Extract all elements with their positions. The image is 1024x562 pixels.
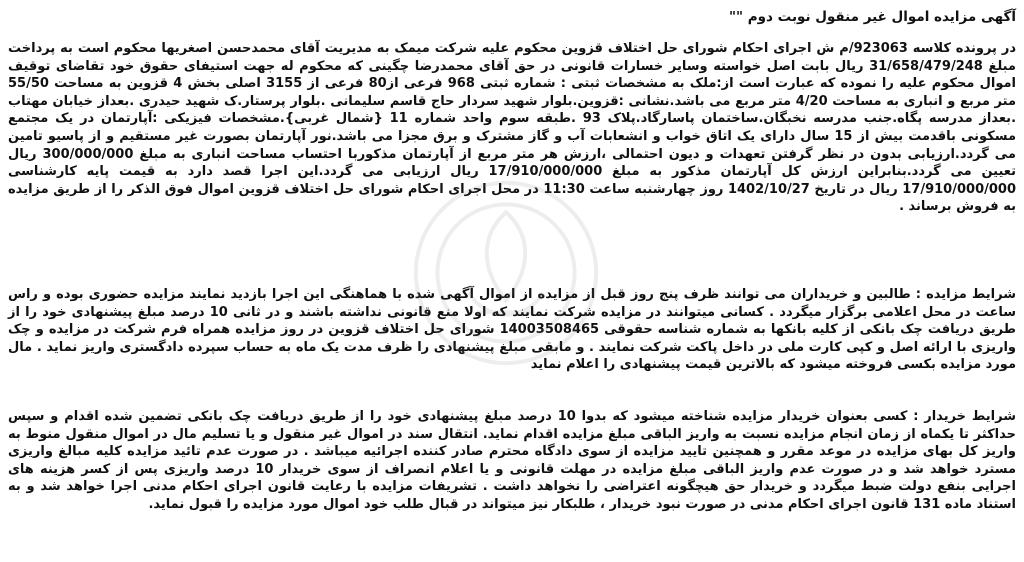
buyer-conditions-paragraph: شرایط خریدار : کسی بعنوان خریدار مزایده شناخته میشود که بدوا 10 درصد مبلغ پیشنهادی خود را از طریق دریافت چک بانکی تضمین شده اقدام و سپس حداکثر تا یکماه از زمان انجام مزایده نسبت به واریز الباقی مبلغ مزایده اقدام نماید. انتقال سند در اموال غیر منقول و یا تسلیم مال در اموال منقول منوط به واریز کل بهای مزایده در موعد مقرر و همچنین تایید مزایده از سوی دادگاه محترم صادر کننده اجرائیه میباشد . در صورت عدم تائید مزایده کلیه مبالغ واریزی مسترد خواهد شد و در صورت عدم واریز الباقی مبلغ مزایده در مهلت قانونی و یا اعلام انصراف از سوی خریدار 10 درصد واریزی پس از کسر هزینه های اجرایی بنفع دولت ضبط میگردد و خریدار حق هیچگونه اعتراضی را نخواهد داشت . تشریفات مزایده با رعایت قانون اجرای احکام مدنی اجرا خواهد شد و به استناد ماده 131 قانون اجرای احکام مدنی در صورت نبود خریدار ، طلبکار نیز میتواند در قبال طلب خود اموال مورد مزایده را قبول نماید. bbox=[8, 409, 1016, 512]
notice-title: آگهی مزایده اموال غیر منقول نوبت دوم "" bbox=[728, 9, 1016, 25]
auction-conditions-paragraph: شرایط مزایده : طالبین و خریداران می توانند ظرف پنج روز قبل از مزایده از اموال آگهی شده با هماهنگی این اجرا بازدید نمایند مزایده حضوری بوده و راس ساعت در محل اعلامی برگزار میگردد . کسانی میتوانند در مزایده شرکت نمایند که اولا منع قانونی نداشته باشند و در ثانی 10 درصد مبلغ پیشنهادی خود را از طریق دریافت چک بانکی از کلیه بانکها به شماره شناسه حقوقی 14003508465 شورای حل اختلاف قزوین در روز مزایده همراه فرم شرکت در مزایده و چک واریزی با ارائه اصل و کپی کارت ملی در داخل پاکت شرکت نمایند . و مابقی مبلغ پیشنهادی را ظرف مدت یک ماه به حساب سپرده دادگستری واریز نماید . مال مورد مزایده بکسی فروخته میشود که بالاترین قیمت پیشنهادی را اعلام نماید bbox=[8, 287, 1017, 373]
notice-main-paragraph: در پرونده کلاسه 923063/م ش اجرای احکام شورای حل اختلاف قزوین محکوم علیه شرکت میمک به مدیریت آقای محمدحسن اصغریها محکوم است به پرداخت مبلغ 31/658/479/248 ریال بابت اصل خواسته وسایر خسارات قانونی در حق آقای محمدرضا چگینی که محکوم له جهت استیفای حقوق خود تقاضای توقیف اموال محکوم علیه را نموده که عبارت است از:ملک به مشخصات ثبتی : شماره ثبتی 968 فرعی از80 فرعی از 3155 اصلی بخش 4 قزوین به مساحت 55/50 متر مربع و انباری به مساحت 4/20 متر مربع می باشد.نشانی :قزوین.بلوار شهید سردار حاج قاسم سلیمانی .بلوار پرستار.ک شهید حیدری .بعداز خیابان مهتاب .بعداز مدرسه پگاه.جنب مدرسه نخبگان.ساختمان پاسارگاد.پلاک 93 .طبقه سوم واحد شماره 11 {شمال غربی}.مشخصات فیزیکی :آپارتمان در یک مجتمع مسکونی باقدمت بیش از 15 سال دارای یک اتاق خواب و انشعابات آب و گاز مشترک و برق مجزا می باشد.نور آپارتمان بصورت غیر مستقیم و از پاسیو تامین می گردد.ارزیابی بدون در نظر گرفتن تعهدات و دیون احتمالی ،ارزش هر متر مربع از آپارتمان مذکوربا احتساب مساحت انباری به مبلغ 300/000/000 ریال تعیین می گردد.بنابراین ارزش کل آپارتمان مذکور به مبلغ 17/910/000/000 ریال ارزیابی می گردد.این اجرا قصد دارد به قیمت پایه کارشناسی 17/910/000/000 ریال در تاریخ 1402/10/27 روز چهارشنبه ساعت 11:30 در محل اجرای احکام شورای حل اختلاف قزوین اموال فوق الذکر را از طریق مزایده به فروش برساند . bbox=[8, 41, 1017, 215]
